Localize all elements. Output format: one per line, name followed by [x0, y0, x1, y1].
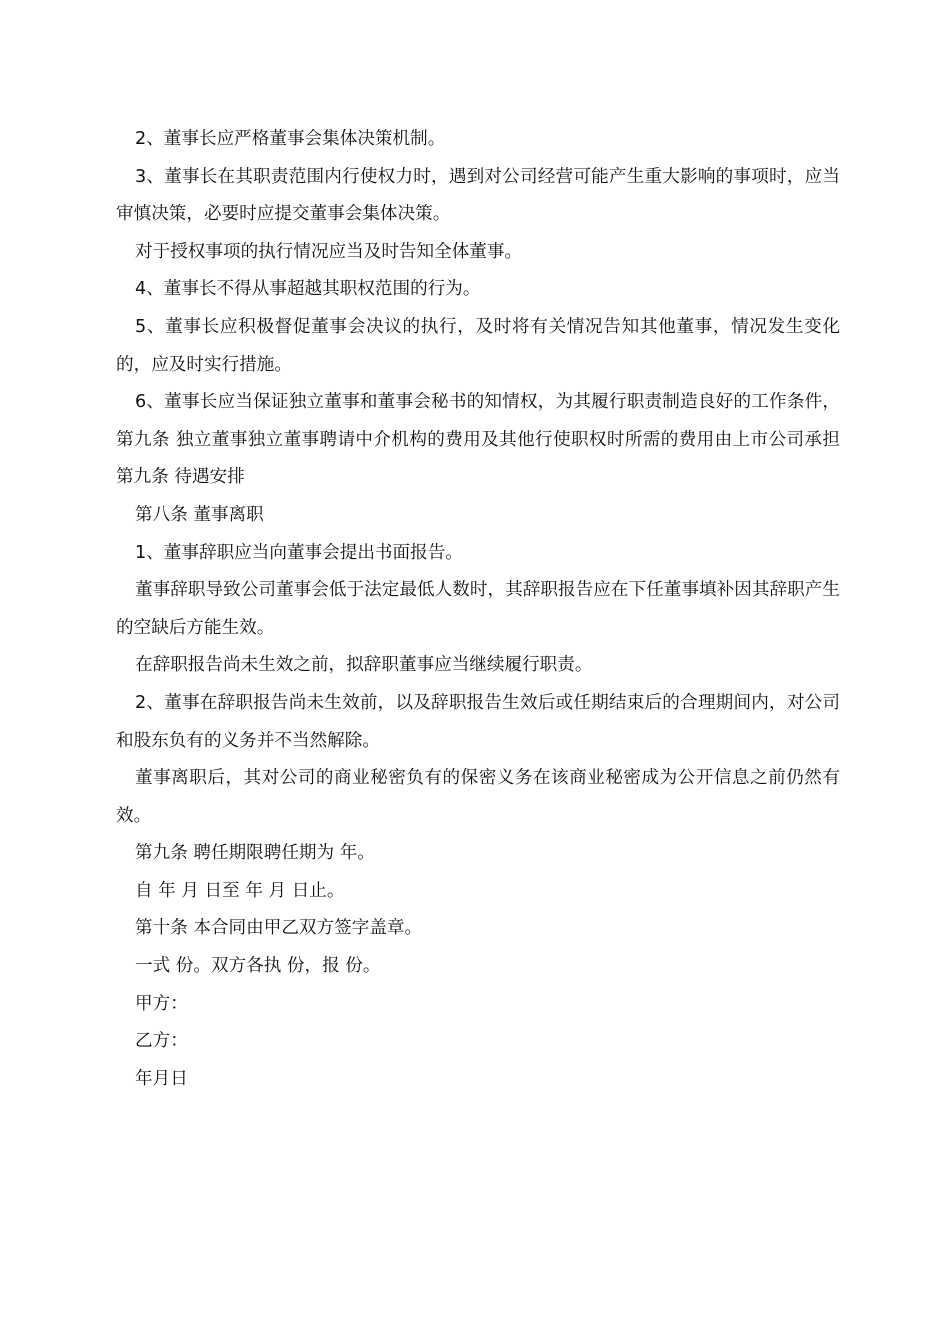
copies-line: 一式 份。双方各执 份，报 份。	[135, 956, 381, 977]
party-b-label: 乙方：	[135, 1031, 188, 1052]
clause-chairman-supervise: 5、董事长应积极督促董事会决议的执行，及时将有关情况告知其他董事，情况发生变化的，应及时实行措施。	[116, 316, 840, 375]
clause-resignation-report: 1、董事辞职应当向董事会提出书面报告。	[135, 542, 463, 563]
clause-inform-directors: 对于授权事项的执行情况应当及时告知全体董事。	[135, 241, 523, 262]
document-body	[116, 121, 840, 1098]
clause-resignation-continue-duties: 在辞职报告尚未生效之前，拟辞职董事应当继续履行职责。	[135, 655, 593, 676]
party-a-label: 甲方：	[135, 993, 188, 1014]
clause-chairman-prudent-decision: 3、董事长在其职责范围内行使权力时，遇到对公司经营可能产生重大影响的事项时，应当审慎决策，必要时应提交董事会集体决策。	[116, 166, 840, 225]
article-8-heading: 第八条 董事离职	[135, 504, 264, 525]
term-dates: 自 年 月 日至 年 月 日止。	[135, 880, 345, 901]
clause-resignation-quorum: 董事辞职导致公司董事会低于法定最低人数时，其辞职报告应在下任董事填补因其辞职产生的空缺后方能生效。	[116, 580, 840, 638]
date-line: 年月日	[135, 1068, 188, 1089]
clause-resignation-obligations: 2、董事在辞职报告尚未生效前，以及辞职报告生效后或任期结束后的合理期间内，对公司和股东负有的义务并不当然解除。	[116, 692, 840, 751]
clause-confidentiality: 董事离职后，其对公司的商业秘密负有的保密义务在该商业秘密成为公开信息之前仍然有效。	[116, 768, 840, 826]
clause-chairman-scope: 4、董事长不得从事超越其职权范围的行为。	[135, 279, 481, 300]
clause-chairman-collective-decision: 2、董事长应严格董事会集体决策机制。	[135, 129, 446, 149]
article-10-signature: 第十条 本合同由甲乙双方签字盖章。	[135, 918, 423, 939]
article-9-term: 第九条 聘任期限聘任期为 年。	[135, 843, 375, 864]
clause-chairman-right-to-know: 6、董事长应当保证独立董事和董事会秘书的知情权，为其履行职责制造良好的工作条件，第九条 独立董事独立董事聘请中介机构的费用及其他行使职权时所需的费用由上市公司承担第九条 待遇安排	[116, 392, 840, 488]
